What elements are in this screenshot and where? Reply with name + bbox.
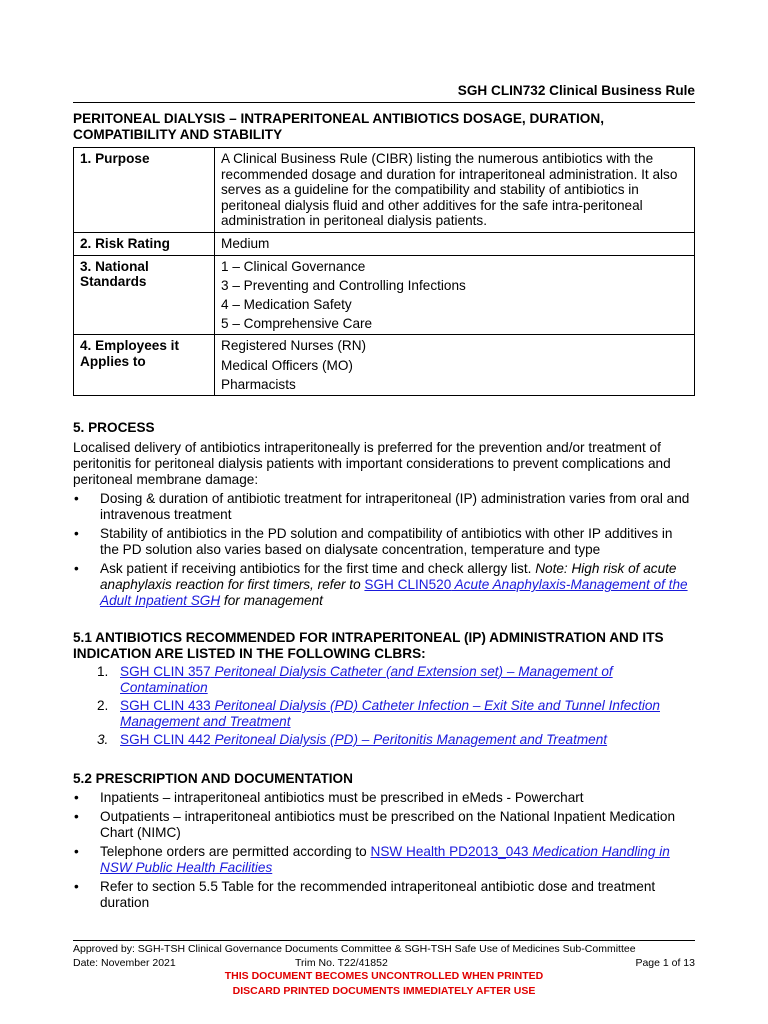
header-divider <box>73 102 695 103</box>
clbr-list <box>73 664 695 748</box>
purpose-text: A Clinical Business Rule (CIBR) listing the numerous antibiotics with the recommended dosage and duration for intraperitoneal administration. It also serves as a guideline for the compatibility and stability of antibiotics in peritoneal dialysis fluid and other additives for the safe intra-peritoneal administration in peritoneal dialysis patients. <box>215 148 695 233</box>
risk-row <box>74 232 695 255</box>
uncontrolled-warning: THIS DOCUMENT BECOMES UNCONTROLLED WHEN PRINTED <box>224 970 544 982</box>
employees-label: 4. Employees it Applies to <box>74 335 215 396</box>
section-5-2 <box>73 771 695 911</box>
item-number: 3. <box>97 732 109 747</box>
process-bullets <box>73 491 695 609</box>
footer-divider <box>73 940 695 941</box>
item-number: 2. <box>97 698 109 713</box>
standard-item: 5 – Comprehensive Care <box>221 315 373 331</box>
link-code: SGH CLIN 433 <box>120 698 211 713</box>
item-number: 1. <box>97 664 109 679</box>
page-number: Page 1 of 13 <box>635 957 695 969</box>
clin-433-link[interactable] <box>120 698 660 729</box>
link-code: SGH CLIN520 <box>364 577 452 592</box>
list-item: • Inpatients – intraperitoneal antibiotics must be prescribed in eMeds - Powerchart <box>73 790 695 806</box>
bullet-text: Ask patient if receiving antibiotics for the first time and check allergy list. <box>100 561 536 576</box>
section-5-1 <box>73 630 695 748</box>
list-item: • Stability of antibiotics in the PD solution and compatibility of antibiotics with other IP additives in the PD solution also varies based on dialysate concentration, temperature and type <box>73 526 695 558</box>
standard-item: 4 – Medication Safety <box>221 296 352 312</box>
process-section <box>73 420 695 609</box>
list-item <box>73 732 695 748</box>
document-header: SGH CLIN732 Clinical Business Rule <box>457 83 695 98</box>
purpose-row <box>74 148 695 233</box>
risk-value: Medium <box>215 232 695 255</box>
employees-list <box>215 335 695 396</box>
list-item: • Outpatients – intraperitoneal antibiotics must be prescribed on the National Inpatient Medication Chart (NIMC) <box>73 809 695 841</box>
link-code: SGH CLIN 357 <box>120 664 211 679</box>
prescription-bullets <box>73 790 695 911</box>
risk-label: 2. Risk Rating <box>74 232 215 255</box>
link-title: Medication Handling in NSW Public Health Facilities <box>100 844 670 875</box>
employees-row <box>74 335 695 396</box>
standard-item: 3 – Preventing and Controlling Infections <box>221 277 466 293</box>
link-title: Peritoneal Dialysis Catheter (and Extension set) – Management of Contamination <box>120 664 613 695</box>
footer-approved: Approved by: SGH-TSH Clinical Governance Documents Committee & SGH-TSH Safe Use of Medicines Sub-Committee <box>73 943 636 955</box>
purpose-label: 1. Purpose <box>74 148 215 233</box>
clin-442-link[interactable] <box>120 732 607 747</box>
employee-item: Registered Nurses (RN) <box>221 338 367 354</box>
standards-label: 3. National Standards <box>74 255 215 335</box>
list-item: • Dosing & duration of antibiotic treatment for intraperitoneal (IP) administration varies from oral and intravenous treatment <box>73 491 695 523</box>
section-5-2-heading: 5.2 PRESCRIPTION AND DOCUMENTATION <box>73 771 353 786</box>
bullet-text: Telephone orders are permitted according to <box>100 844 371 859</box>
note-suffix: for management <box>220 593 323 608</box>
standard-item: 1 – Clinical Governance <box>221 258 366 274</box>
document-title: PERITONEAL DIALYSIS – INTRAPERITONEAL ANTIBIOTICS DOSAGE, DURATION, COMPATIBILITY AND STABILITY <box>73 111 604 142</box>
list-item <box>73 664 695 696</box>
info-table <box>73 147 695 396</box>
note-text: Note: High risk of acute anaphylaxis reaction for first timers, refer to <box>100 561 677 592</box>
list-item <box>73 561 695 609</box>
link-title: Acute Anaphylaxis-Management of the Adult Inpatient SGH <box>100 577 688 608</box>
link-code: NSW Health PD2013_043 <box>370 844 529 859</box>
employee-item: Pharmacists <box>221 376 296 392</box>
discard-warning: DISCARD PRINTED DOCUMENTS IMMEDIATELY AFTER USE <box>232 985 536 997</box>
link-title: Peritoneal Dialysis (PD) – Peritonitis Management and Treatment <box>210 732 608 747</box>
section-5-1-heading: 5.1 ANTIBIOTICS RECOMMENDED FOR INTRAPERITONEAL (IP) ADMINISTRATION AND ITS INDICATION ARE LISTED IN THE FOLLOWING CLBRS: <box>73 630 664 661</box>
link-code: SGH CLIN 442 <box>120 732 211 747</box>
list-item <box>73 844 695 876</box>
link-title: Peritoneal Dialysis (PD) Catheter Infection – Exit Site and Tunnel Infection Management and Treatment <box>120 698 660 729</box>
process-intro: Localised delivery of antibiotics intraperitoneally is preferred for the prevention and/or treatment of peritonitis for peritoneal dialysis patients with important considerations to prevent complications and peritoneal membrane damage: <box>73 440 671 487</box>
employee-item: Medical Officers (MO) <box>221 357 353 373</box>
standards-list <box>215 255 695 335</box>
standards-row <box>74 255 695 335</box>
footer-trim: Trim No. T22/41852 <box>295 957 388 969</box>
list-item <box>73 698 695 730</box>
process-heading: 5. PROCESS <box>73 420 155 435</box>
clin-357-link[interactable] <box>120 664 613 695</box>
footer-date: Date: November 2021 <box>73 957 176 969</box>
list-item: • Refer to section 5.5 Table for the recommended intraperitoneal antibiotic dose and treatment duration <box>73 879 695 911</box>
